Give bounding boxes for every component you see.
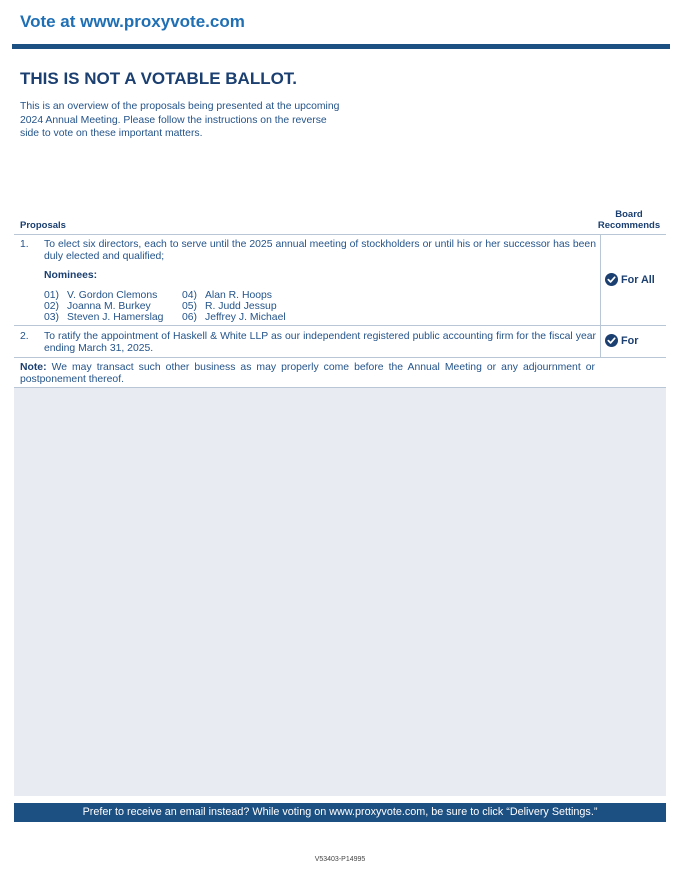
recommendation-cell (600, 235, 666, 325)
recommendation-for-all (605, 273, 655, 286)
check-circle-icon (605, 273, 618, 286)
proposal-number: 2. (20, 331, 29, 342)
intro-paragraph: This is an overview of the proposals being presented at the upcoming 2024 Annual Meeting. Please follow the instructions on the reverse side to vote on these important matters. (20, 101, 340, 139)
nominee-name: Jeffrey J. Michael (205, 312, 286, 323)
note-text (20, 362, 595, 385)
proposal-row-1 (14, 234, 666, 325)
document-code: V53403-P14995 (314, 856, 366, 863)
column-header-board-line1: Board (615, 209, 643, 220)
note-body: We may transact such other business as may properly come before the Annual Meeting or any adjournment or postponement thereof. (20, 362, 595, 385)
nominee-name: Joanna M. Burkey (67, 301, 151, 312)
nominee-id: 05) (182, 301, 198, 312)
header-divider (12, 44, 670, 49)
nominee-name: Alan R. Hoops (205, 290, 272, 301)
note-row (14, 357, 666, 388)
nominee-item (182, 301, 277, 313)
nominee-name: R. Judd Jessup (205, 301, 277, 312)
nominee-item (182, 312, 286, 324)
note-label: Note: (20, 362, 47, 373)
recommendation-label: For (621, 334, 639, 347)
proposal-text: To elect six directors, each to serve until the 2025 annual meeting of stockholders or until his or her successor has been duly elected and qualified; (44, 239, 596, 262)
nominee-name: Steven J. Hamerslag (67, 312, 164, 323)
recommendation-for (605, 334, 638, 347)
nominee-id: 02) (44, 301, 60, 312)
nominee-name: V. Gordon Clemons (67, 290, 158, 301)
nominee-item (44, 290, 157, 302)
proposals-table (14, 234, 666, 796)
nominees-label: Nominees: (44, 270, 98, 281)
email-delivery-banner: Prefer to receive an email instead? While voting on www.proxyvote.com, be sure to click “Delivery Settings.” (14, 803, 666, 822)
nominee-id: 06) (182, 312, 198, 323)
proposal-text: To ratify the appointment of Haskell & White LLP as our independent registered public accounting firm for the fiscal year ending March 31, 2025. (44, 331, 596, 354)
nominee-id: 03) (44, 312, 60, 323)
nominee-item (44, 301, 151, 313)
recommendation-label: For All (621, 273, 655, 286)
header-title: Vote at www.proxyvote.com (20, 12, 245, 31)
recommendation-cell (600, 326, 666, 357)
nominee-item (44, 312, 163, 324)
nominee-id: 04) (182, 290, 198, 301)
proposal-number: 1. (20, 239, 29, 250)
check-circle-icon (605, 334, 618, 347)
column-header-proposals: Proposals (20, 220, 66, 231)
nominee-item (182, 290, 272, 302)
column-header-board-recommends (594, 209, 664, 231)
column-header-board-line2: Recommends (597, 220, 661, 231)
proposal-row-2 (14, 325, 666, 357)
proposals-table-header (14, 206, 666, 234)
page-title: THIS IS NOT A VOTABLE BALLOT. (20, 69, 298, 88)
nominee-id: 01) (44, 290, 60, 301)
